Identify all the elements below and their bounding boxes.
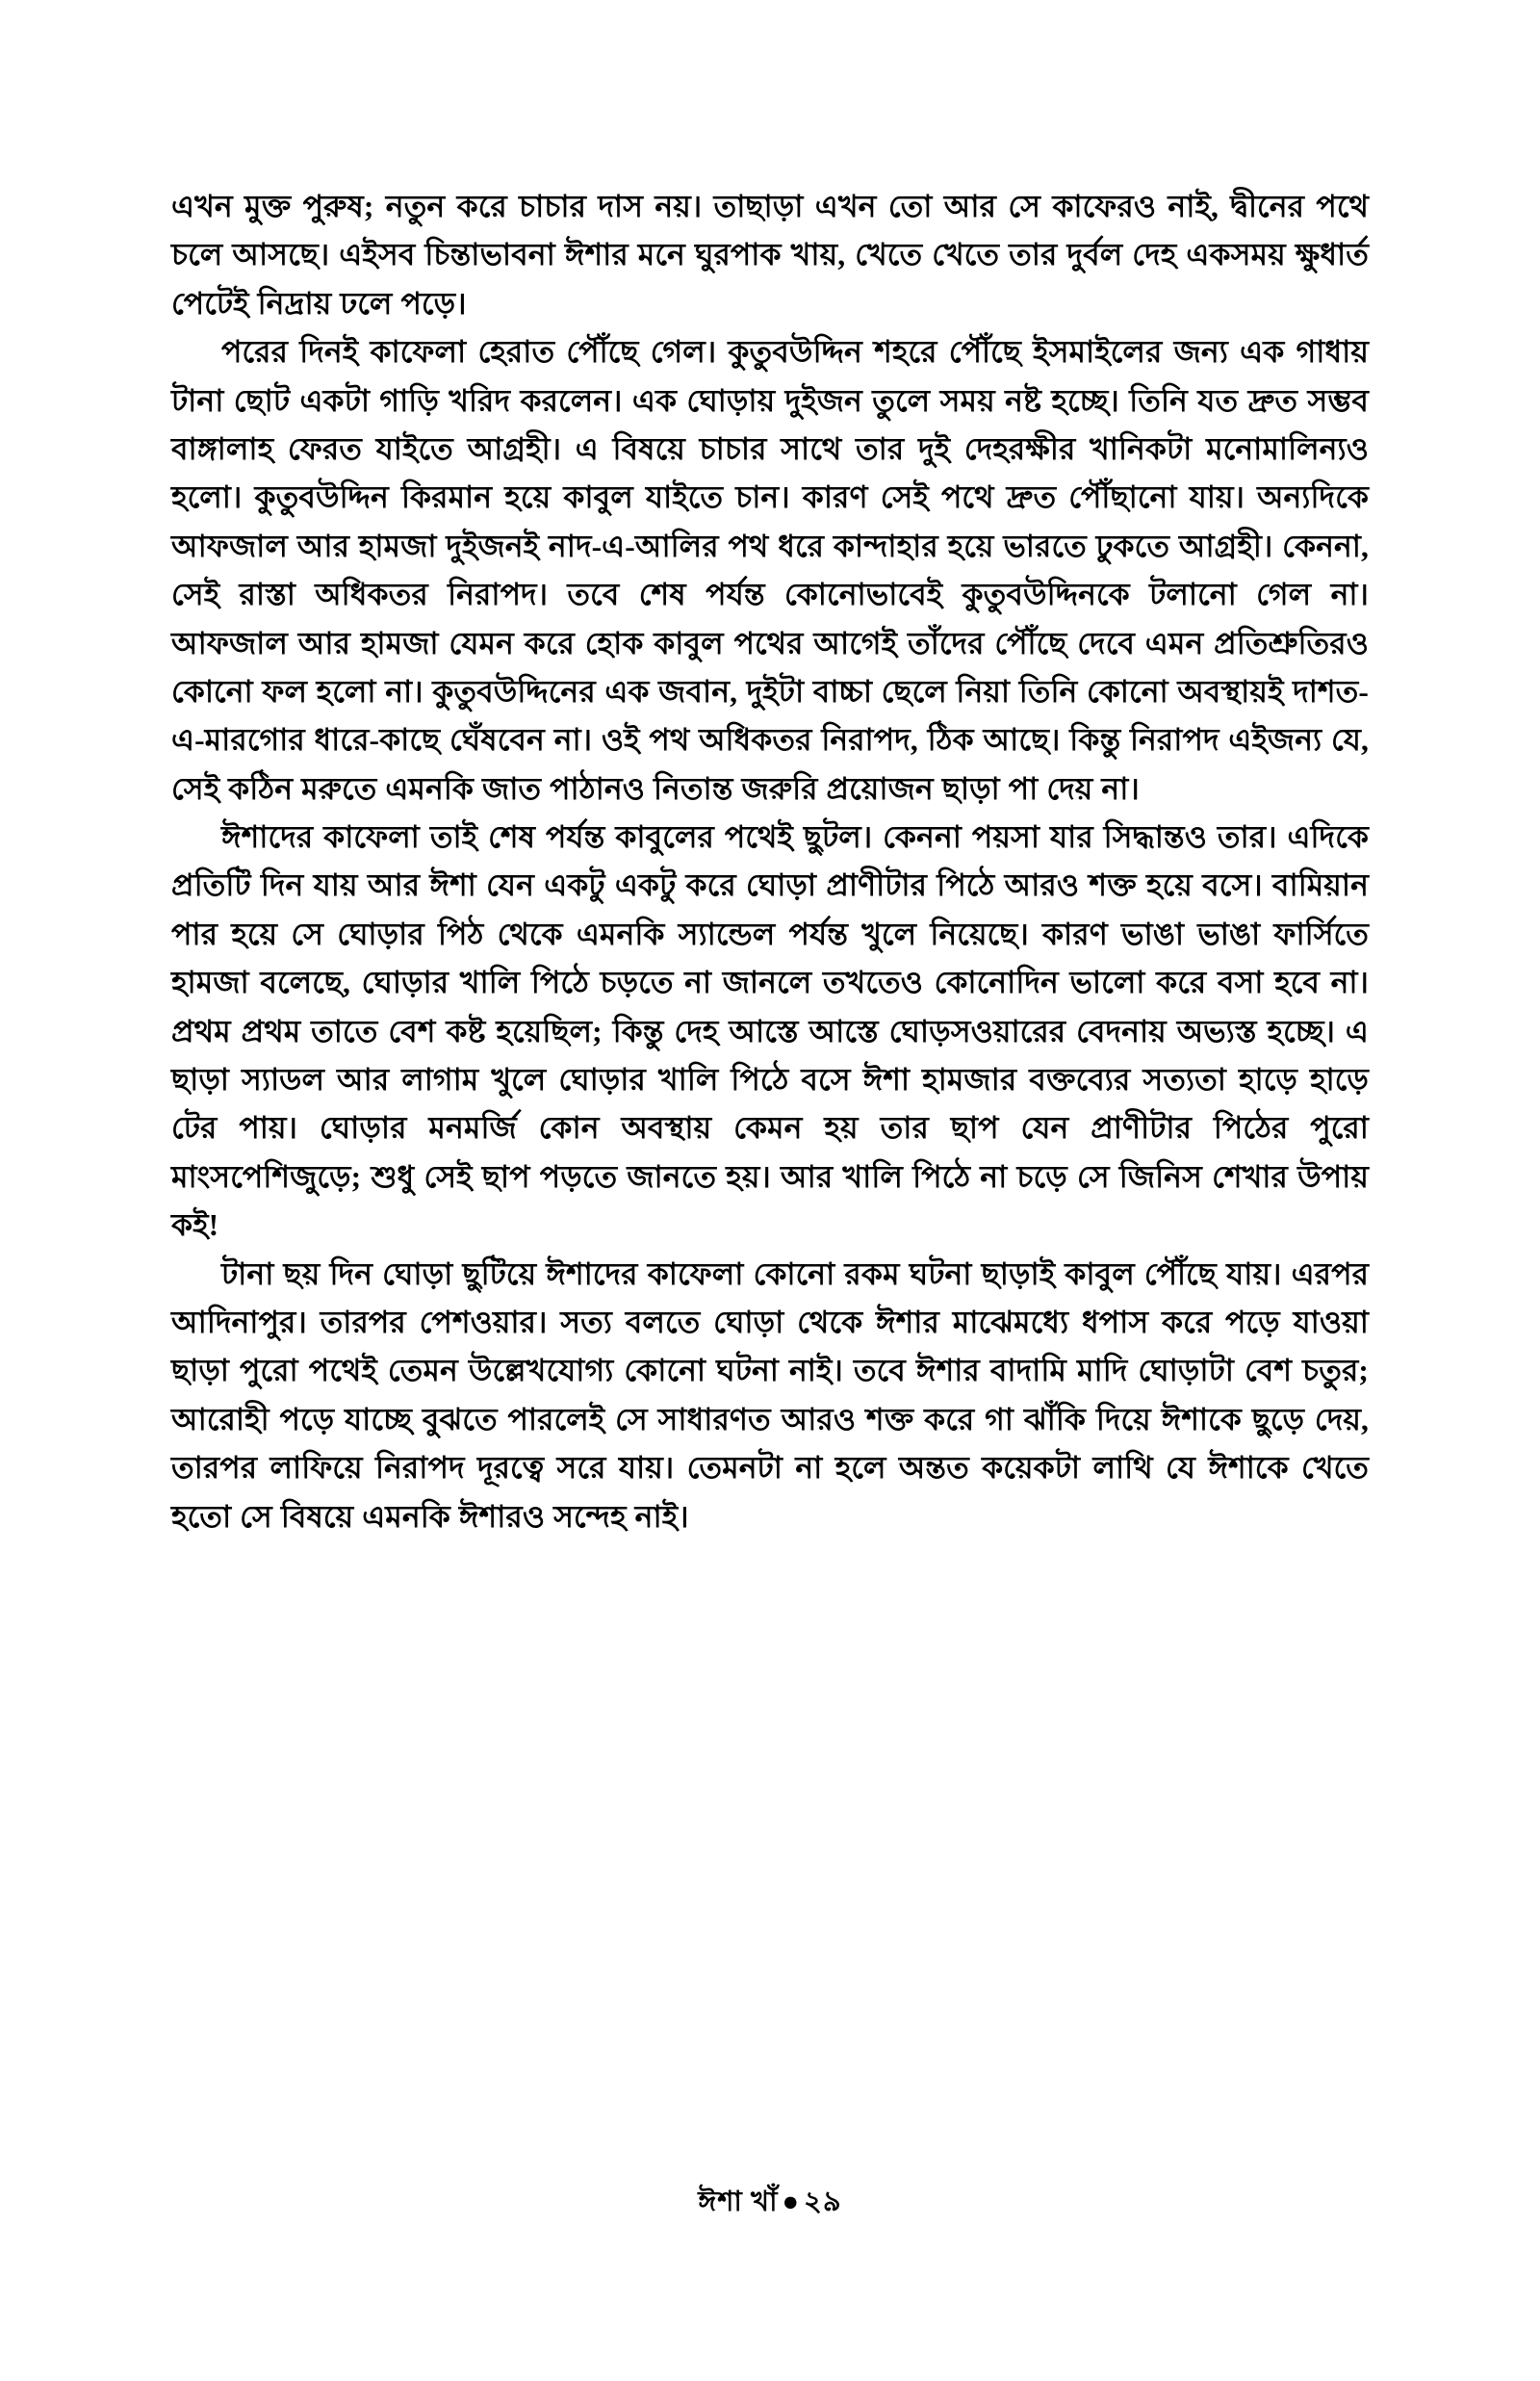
- footer-separator-icon: ●: [782, 2187, 801, 2217]
- footer-page-number: ২৯: [804, 2187, 842, 2217]
- paragraph: ঈশাদের কাফেলা তাই শেষ পর্যন্ত কাবুলের পথেই ছুটল। কেননা পয়সা যার সিদ্ধান্তও তার। এদিকে প্রতিটি দিন যায় আর ঈশা যেন একটু একটু করে ঘোড়া প্রাণীটার পিঠে আরও শক্ত হয়ে বসে। বামিয়ান পার হয়ে সে ঘোড়ার পিঠ থেকে এমনকি স্যান্ডেল পর্যন্ত খুলে নিয়েছে। কারণ ভাঙা ভাঙা ফার্সিতে হামজা বলেছে, ঘোড়ার খালি পিঠে চড়তে না জানলে তখতেও কোনোদিন ভালো করে বসা হবে না। প্রথম প্রথম তাতে বেশ কষ্ট হয়েছিল; কিন্তু দেহ আস্তে আস্তে ঘোড়সওয়ারের বেদনায় অভ্যস্ত হচ্ছে। এ ছাড়া স্যাডল আর লাগাম খুলে ঘোড়ার খালি পিঠে বসে ঈশা হামজার বক্তব্যের সত্যতা হাড়ে হাড়ে টের পায়। ঘোড়ার মনমর্জি কোন অবস্থায় কেমন হয় তার ছাপ যেন প্রাণীটার পিঠের পুরো মাংসপেশিজুড়ে; শুধু সেই ছাপ পড়তে জানতে হয়। আর খালি পিঠে না চড়ে সে জিনিস শেখার উপায় কই!: [171, 820, 1369, 1243]
- paragraph: টানা ছয় দিন ঘোড়া ছুটিয়ে ঈশাদের কাফেলা কোনো রকম ঘটনা ছাড়াই কাবুল পৌঁছে যায়। এরপর আদিনাপুর। তারপর পেশওয়ার। সত্য বলতে ঘোড়া থেকে ঈশার মাঝেমধ্যে ধপাস করে পড়ে যাওয়া ছাড়া পুরো পথেই তেমন উল্লেখযোগ্য কোনো ঘটনা নাই। তবে ঈশার বাদামি মাদি ঘোড়াটা বেশ চতুর; আরোহী পড়ে যাচ্ছে বুঝতে পারলেই সে সাধারণত আরও শক্ত করে গা ঝাঁকি দিয়ে ঈশাকে ছুড়ে দেয়, তারপর লাফিয়ে নিরাপদ দূরত্বে সরে যায়। তেমনটা না হলে অন্তত কয়েকটা লাথি যে ঈশাকে খেতে হতো সে বিষয়ে এমনকি ঈশারও সন্দেহ নাই।: [171, 1256, 1369, 1534]
- page-body: [171, 183, 1369, 1541]
- paragraph: এখন মুক্ত পুরুষ; নতুন করে চাচার দাস নয়। তাছাড়া এখন তো আর সে কাফেরও নাই, দ্বীনের পথে চলে আসছে। এইসব চিন্তাভাবনা ঈশার মনে ঘুরপাক খায়, খেতে খেতে তার দুর্বল দেহ একসময় ক্ষুধার্ত পেটেই নিদ্রায় ঢলে পড়ে।: [171, 190, 1369, 321]
- footer-book-title: ঈশা খাঁ: [698, 2187, 779, 2217]
- paragraph: পরের দিনই কাফেলা হেরাত পৌঁছে গেল। কুতুবউদ্দিন শহরে পৌঁছে ইসমাইলের জন্য এক গাধায় টানা ছোট একটা গাড়ি খরিদ করলেন। এক ঘোড়ায় দুইজন তুলে সময় নষ্ট হচ্ছে। তিনি যত দ্রুত সম্ভব বাঙ্গালাহ ফেরত যাইতে আগ্রহী। এ বিষয়ে চাচার সাথে তার দুই দেহরক্ষীর খানিকটা মনোমালিন্যও হলো। কুতুবউদ্দিন কিরমান হয়ে কাবুল যাইতে চান। কারণ সেই পথে দ্রুত পৌঁছানো যায়। অন্যদিকে আফজাল আর হামজা দুইজনই নাদ-এ-আলির পথ ধরে কান্দাহার হয়ে ভারতে ঢুকতে আগ্রহী। কেননা, সেই রাস্তা অধিকতর নিরাপদ। তবে শেষ পর্যন্ত কোনোভাবেই কুতুবউদ্দিনকে টলানো গেল না। আফজাল আর হামজা যেমন করে হোক কাবুল পথের আগেই তাঁদের পৌঁছে দেবে এমন প্রতিশ্রুতিরও কোনো ফল হলো না। কুতুবউদ্দিনের এক জবান, দুইটা বাচ্চা ছেলে নিয়া তিনি কোনো অবস্থায়ই দাশত-এ-মারগোর ধারে-কাছে ঘেঁষবেন না। ওই পথ অধিকতর নিরাপদ, ঠিক আছে। কিন্তু নিরাপদ এইজন্য যে, সেই কঠিন মরুতে এমনকি জাত পাঠানও নিতান্ত জরুরি প্রয়োজন ছাড়া পা দেয় না।: [171, 335, 1369, 806]
- page-footer: [0, 2180, 1540, 2227]
